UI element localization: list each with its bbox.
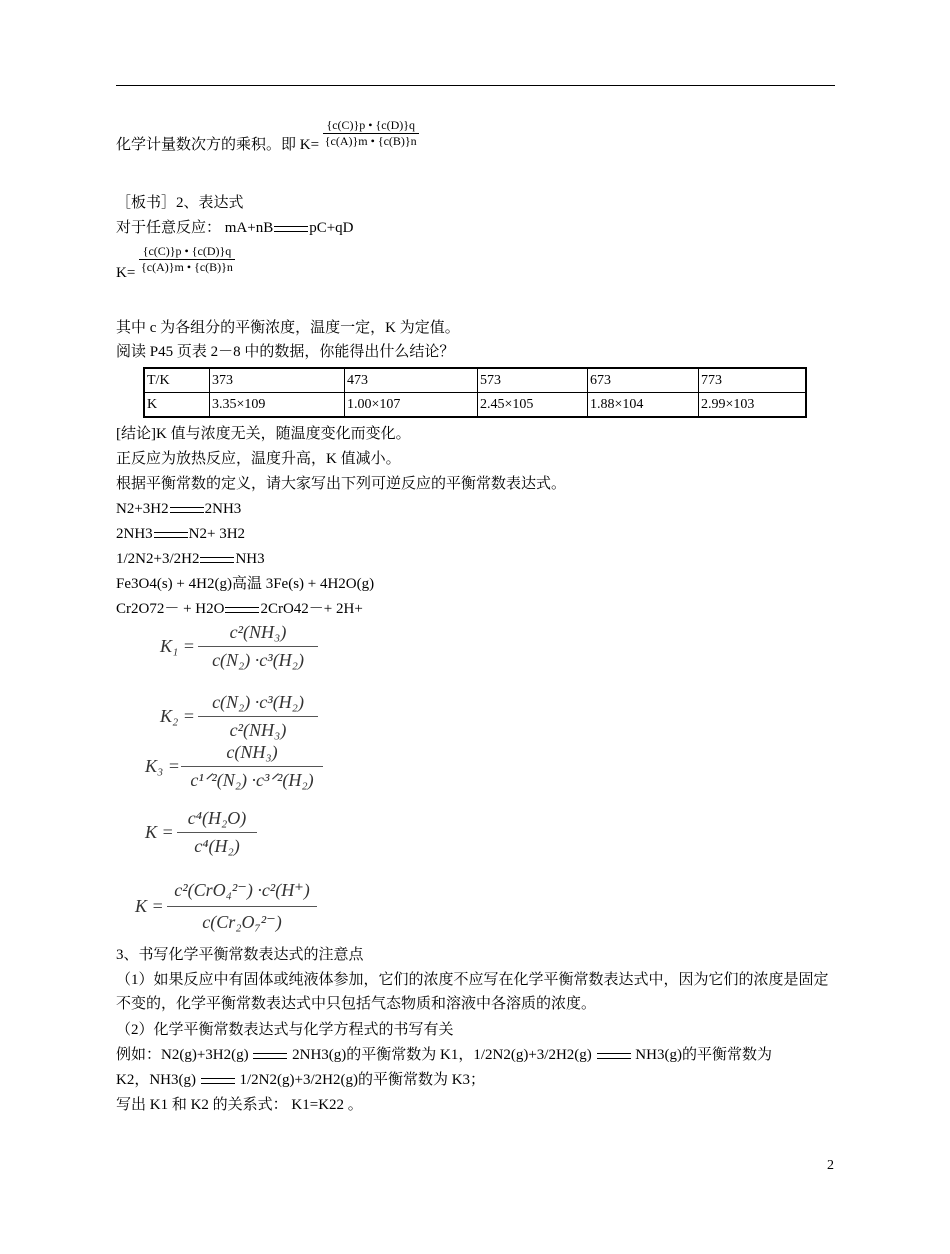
reaction-right: 2NH3	[204, 501, 242, 517]
reaction-right: NH3	[235, 551, 265, 567]
fraction-numerator: {c(C)}p • {c(D)}q	[139, 244, 235, 260]
k-fraction-general	[139, 244, 235, 275]
k3-expression	[145, 742, 335, 798]
intro-text: 化学计量数次方的乘积。即 K=	[116, 136, 320, 153]
table-cell: 373	[210, 368, 345, 393]
equilibrium-arrow-icon	[253, 1051, 287, 1061]
table-row	[144, 393, 806, 418]
reaction-left: 对于任意反应： mA+nB	[116, 220, 274, 236]
table-cell: 3.35×109	[210, 393, 345, 418]
k2-expression	[160, 692, 330, 748]
k-numerator: c⁴(H₂O)	[187, 808, 247, 828]
equilibrium-arrow-icon	[274, 224, 308, 234]
table-cell: 473	[345, 368, 478, 393]
example-text: 例如：N2(g)+3H2(g)	[116, 1047, 249, 1063]
general-reaction	[116, 218, 354, 238]
instruction: 根据平衡常数的定义，请大家写出下列可逆反应的平衡常数表达式。	[116, 476, 567, 492]
example-line-2	[116, 1070, 485, 1090]
k-numerator: c(N₂) ·c³(H₂)	[212, 692, 304, 712]
fraction-bar	[181, 766, 323, 767]
reaction-1	[116, 499, 241, 519]
point-2: （2）化学平衡常数表达式与化学方程式的书写有关	[116, 1022, 454, 1038]
table-row	[144, 368, 806, 393]
reaction-left: Fe3O4(s) + 4H2(g)高温 3Fe(s) + 4H2O(g)	[116, 576, 375, 592]
reaction-left: N2+3H2	[116, 501, 169, 517]
fraction-numerator: {c(C)}p • {c(D)}q	[323, 118, 419, 134]
k-denominator: c(N₂) ·c³(H₂)	[212, 650, 304, 670]
fraction-denominator: {c(A)}m • {c(B)}n	[141, 260, 233, 274]
reaction-right: pC+qD	[309, 220, 354, 236]
reaction-4	[116, 574, 374, 594]
equilibrium-arrow-icon	[225, 605, 259, 615]
k-numerator: c²(CrO₄²⁻) ·c²(H⁺)	[174, 880, 310, 900]
relation-line: 写出 K1 和 K2 的关系式： K1=K22 。	[116, 1097, 363, 1113]
reaction-2	[116, 524, 245, 544]
reaction-right: N2+ 3H2	[188, 526, 246, 542]
table-cell: 1.88×104	[588, 393, 699, 418]
k-denominator: c⁴(H₂)	[194, 836, 240, 856]
equilibrium-arrow-icon	[201, 1076, 235, 1086]
example-line-1	[116, 1045, 772, 1065]
reaction-left: 2NH3	[116, 526, 153, 542]
reaction-3	[116, 549, 265, 569]
board-heading: ［板书］2、表达式	[116, 195, 244, 211]
k-denominator: c¹ᐟ²(N₂) ·c³ᐟ²(H₂)	[190, 770, 314, 790]
k-denominator: c²(NH₃)	[229, 720, 287, 740]
fraction-bar	[198, 646, 318, 647]
table-cell: 573	[478, 368, 588, 393]
k-lhs: K₁ =	[160, 636, 195, 656]
k-fraction-intro	[323, 118, 419, 149]
fraction-bar	[177, 832, 257, 833]
k-numerator: c(NH₃)	[226, 742, 278, 762]
table-cell: 1.00×107	[345, 393, 478, 418]
general-k-expression	[116, 244, 235, 281]
k-label: K=	[116, 264, 136, 281]
point-1: （1）如果反应中有固体或纯液体参加，它们的浓度不应写在化学平衡常数表达式中，因为它们的浓度是固定不变的，化学平衡常数表达式中只包括气态物质和溶液中各溶质的浓度。	[116, 972, 829, 1012]
section3-heading: 3、书写化学平衡常数表达式的注意点	[116, 947, 364, 963]
table-cell: K	[144, 393, 210, 418]
read-question: 阅读 P45 页表 2－8 中的数据，你能得出什么结论？	[116, 344, 455, 360]
k-lhs: K₃ =	[145, 756, 180, 776]
reaction-right: 2CrO42－+ 2H+	[260, 601, 363, 617]
example-text: 2NH3(g)的平衡常数为 K1，1/2N2(g)+3/2H2(g)	[292, 1047, 592, 1063]
note-concentration: 其中 c 为各组分的平衡浓度，温度一定，K 为定值。	[116, 320, 460, 336]
example-text: K2，NH3(g)	[116, 1072, 196, 1088]
example-text: 1/2N2(g)+3/2H2(g)的平衡常数为 K3；	[239, 1072, 486, 1088]
table-cell: 673	[588, 368, 699, 393]
reaction-5	[116, 599, 363, 619]
conclusion-1: [结论]K 值与浓度无关，随温度变化而变化。	[116, 426, 411, 442]
fraction-bar	[167, 906, 317, 907]
reaction-left: 1/2N2+3/2H2	[116, 551, 200, 567]
equilibrium-arrow-icon	[597, 1051, 631, 1061]
fraction-bar	[198, 716, 318, 717]
table-cell: 2.99×103	[699, 393, 807, 418]
equilibrium-arrow-icon	[154, 530, 188, 540]
fraction-denominator: {c(A)}m • {c(B)}n	[324, 134, 417, 148]
equilibrium-arrow-icon	[170, 505, 204, 515]
table-cell: 2.45×105	[478, 393, 588, 418]
k-denominator: c(Cr₂O₇²⁻)	[202, 912, 282, 932]
k-lhs: K =	[135, 896, 164, 916]
k1-expression	[160, 622, 330, 678]
table-cell: T/K	[144, 368, 210, 393]
k-temperature-table	[143, 367, 807, 418]
k5-expression	[135, 880, 335, 940]
conclusion-2: 正反应为放热反应，温度升高，K 值减小。	[116, 451, 401, 467]
k4-expression	[145, 808, 265, 864]
reaction-left: Cr2O72－ + H2O	[116, 601, 225, 617]
k-numerator: c²(NH₃)	[229, 622, 287, 642]
equilibrium-arrow-icon	[200, 555, 234, 565]
header-rule	[116, 85, 835, 86]
page-number: 2	[827, 1158, 834, 1173]
intro-line	[116, 118, 419, 153]
table-cell: 773	[699, 368, 807, 393]
k-lhs: K₂ =	[160, 706, 195, 726]
example-text: NH3(g)的平衡常数为	[635, 1047, 772, 1063]
k-lhs: K =	[145, 822, 174, 842]
